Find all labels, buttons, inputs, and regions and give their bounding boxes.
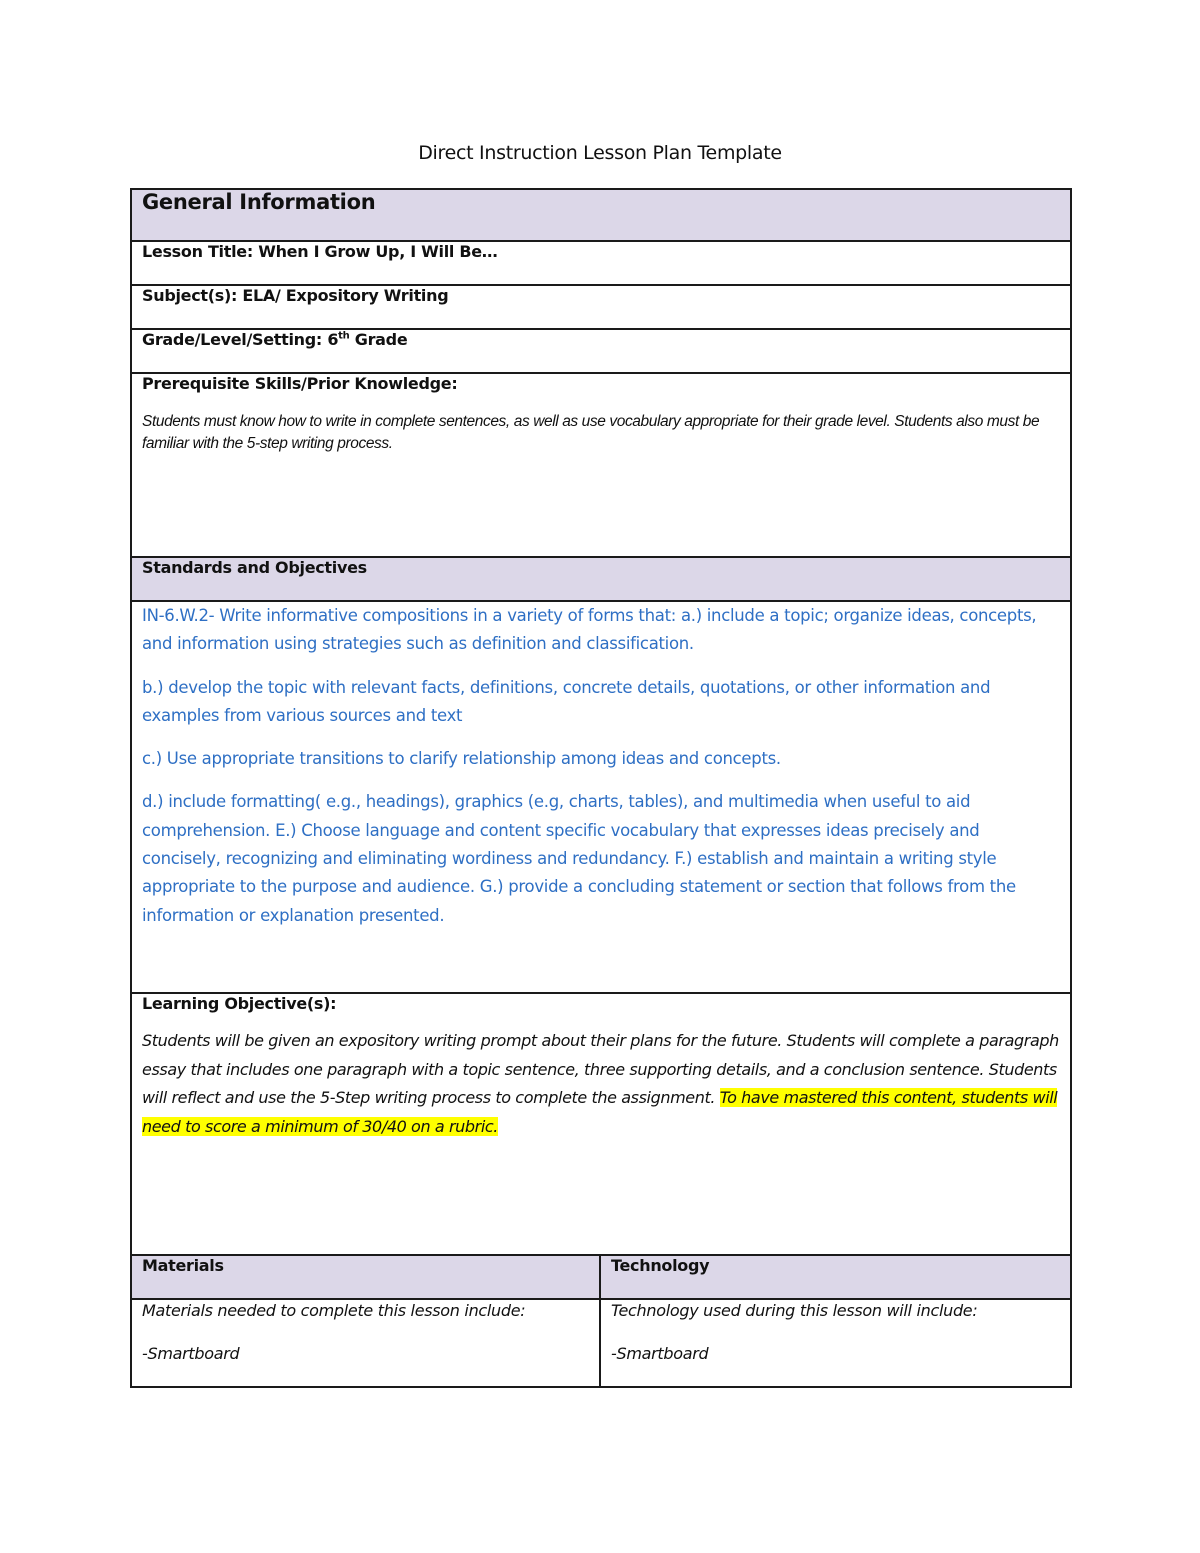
standard-paragraph-b: b.) develop the topic with relevant facts, definitions, concrete details, quotations, or other information and examples from various sources and text (142, 677, 991, 725)
lesson-title-value: When I Grow Up, I Will Be… (258, 242, 498, 261)
lesson-title-label: Lesson Title: (142, 242, 253, 261)
document-title: Direct Instruction Lesson Plan Template (418, 142, 782, 164)
subject-row (131, 285, 1071, 329)
grade-cell (131, 329, 1071, 373)
mastery-criteria-highlight: To have mastered this content, students will need to score a minimum of 30/40 on a rubric. (142, 1088, 1058, 1136)
learning-objectives-label: Learning Objective(s): (142, 994, 337, 1013)
subject-cell (131, 285, 1071, 329)
materials-technology-header-row (131, 1255, 1071, 1299)
standard-paragraph-c: c.) Use appropriate transitions to clarify relationship among ideas and concepts. (142, 749, 781, 769)
grade-suffix: th (338, 330, 350, 342)
technology-intro: Technology used during this lesson will include: (611, 1301, 978, 1320)
prereq-label: Prerequisite Skills/Prior Knowledge: (142, 374, 458, 393)
prereq-row (131, 373, 1071, 557)
standard-paragraph-d: d.) include formatting( e.g., headings), graphics (e.g, charts, tables), and multimedia when useful to aid comprehension. E.) Choose language and content specific vocabulary that expresses ideas precisely and concisely, recognizing and eliminating wordiness and redundancy. F.) establish and maintain a writing style appropriate to the purpose and audience. G.) provide a concluding statement or section that follows from the information or explanation presented. (142, 792, 1016, 925)
materials-item: -Smartboard (142, 1344, 240, 1363)
learning-objectives-body: Students will be given an expository writing prompt about their plans for the future. Students will complete a paragraph essay that includes one paragraph with a topic sentence, three supporting details, and a conclusion sentence. Students will reflect and use the 5-Step writing process to complete the assignment. (142, 1031, 1059, 1107)
prereq-text: Students must know how to write in complete sentences, as well as use vocabulary appropriate for their grade level. Students also must be familiar with the 5-step writing process. (142, 413, 1040, 452)
learning-objectives-text (142, 1027, 1060, 1141)
technology-item: -Smartboard (611, 1344, 709, 1363)
grade-number: 6 (327, 330, 339, 349)
general-info-header: General Information (131, 189, 1071, 241)
grade-row (131, 329, 1071, 373)
materials-intro: Materials needed to complete this lesson include: (142, 1301, 526, 1320)
technology-header: Technology (600, 1255, 1071, 1299)
learning-objectives-cell (131, 993, 1071, 1255)
lesson-title-cell (131, 241, 1071, 285)
grade-label: Grade/Level/Setting: (142, 330, 323, 349)
grade-word: Grade (354, 330, 408, 349)
lesson-plan-table (130, 188, 1072, 1388)
prereq-cell (131, 373, 1071, 557)
subject-value: ELA/ Expository Writing (242, 286, 449, 305)
lesson-title-row (131, 241, 1071, 285)
standards-cell (131, 601, 1071, 993)
subject-label: Subject(s): (142, 286, 238, 305)
standards-row (131, 601, 1071, 993)
technology-body (600, 1299, 1071, 1387)
standards-header: Standards and Objectives (131, 557, 1071, 601)
standard-paragraph-w2: IN-6.W.2- Write informative compositions in a variety of forms that: a.) include a topic; organize ideas, concepts, and information using strategies such as definition and classification. (142, 606, 1037, 654)
general-info-header-row (131, 189, 1071, 241)
standards-header-row (131, 557, 1071, 601)
materials-body (131, 1299, 600, 1387)
materials-header: Materials (131, 1255, 600, 1299)
materials-technology-body-row (131, 1299, 1071, 1387)
learning-objectives-row (131, 993, 1071, 1255)
